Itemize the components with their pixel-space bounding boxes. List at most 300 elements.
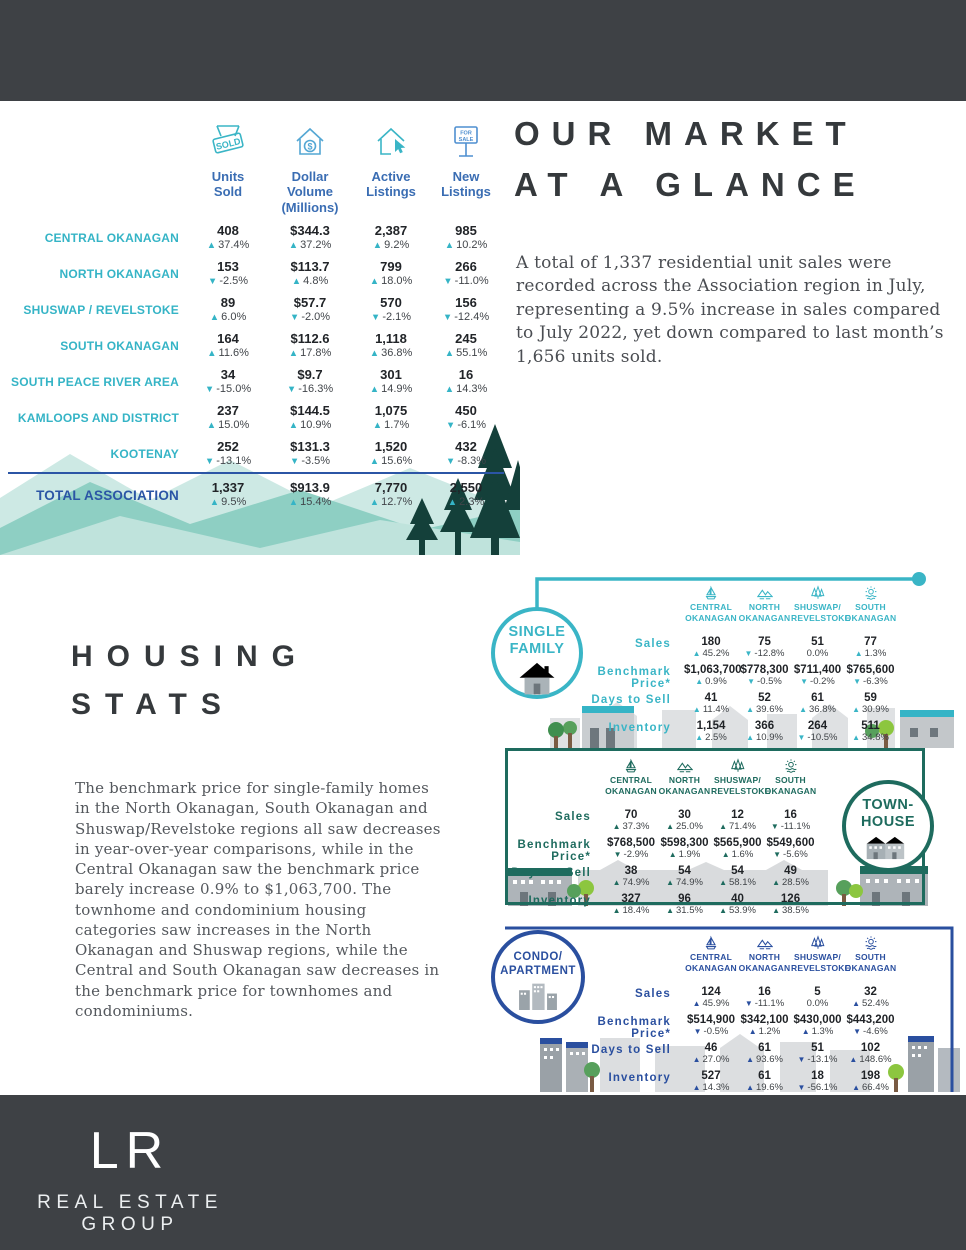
up-arrow-icon: ▲	[209, 497, 220, 508]
stat-value: 2,550	[449, 480, 483, 495]
stat-change: ▲ 37.2%	[288, 239, 332, 251]
up-arrow-icon: ▲	[447, 497, 458, 508]
down-arrow-icon: ▼	[853, 1027, 862, 1036]
housing-stat-cell	[844, 635, 897, 663]
stat-change: ▲ 9.5%	[209, 496, 247, 508]
stat-change: ▼ -3.5%	[289, 455, 331, 467]
housing-stat-cell	[684, 691, 738, 719]
stat-change: ▼ -2.0%	[289, 311, 331, 323]
badge-label: FAMILY	[509, 641, 565, 658]
down-arrow-icon: ▼	[289, 312, 300, 323]
up-arrow-icon: ▲	[612, 878, 621, 887]
stat-change: ▲ 17.8%	[288, 347, 332, 359]
market-column-header: Active Listings	[366, 169, 416, 200]
up-arrow-icon: ▲	[666, 822, 674, 831]
stat-change: ▲ 25.0%	[666, 821, 703, 832]
housing-row-label: Benchmark Price*	[597, 666, 671, 690]
stat-value: 49	[784, 865, 797, 877]
housing-stat-cell	[684, 1069, 738, 1097]
pine-trees-icon	[791, 585, 844, 602]
down-arrow-icon: ▼	[442, 312, 453, 323]
stat-value: $765,600	[846, 664, 895, 676]
stat-value: $113.7	[290, 259, 330, 274]
stat-value: 32	[864, 986, 877, 998]
stat-change: ▼ -16.3%	[286, 383, 334, 395]
down-arrow-icon: ▼	[744, 649, 753, 658]
stat-value: 89	[220, 295, 236, 310]
stat-change: ▲ 1.3%	[801, 1026, 834, 1037]
stat-value: 570	[380, 295, 402, 310]
stat-value: 527	[701, 1070, 721, 1082]
stat-change: ▼ -13.1%	[797, 1054, 838, 1065]
badge-condo-apartment	[491, 930, 585, 1024]
up-arrow-icon: ▲	[288, 420, 299, 431]
badge-single-family	[491, 607, 583, 699]
footer	[0, 1095, 966, 1250]
stat-value: $144.5	[290, 403, 330, 418]
market-region-label: SHUSWAP / REVELSTOKE	[23, 303, 179, 317]
stat-value: 164	[217, 331, 239, 346]
region-column-header: SOUTH OKANAGAN	[844, 935, 897, 985]
housing-stat-cell	[604, 808, 658, 836]
stat-change: ▲ 2.3%	[447, 496, 485, 508]
up-arrow-icon: ▲	[719, 822, 727, 831]
market-stat-cell	[266, 436, 354, 472]
up-arrow-icon: ▲	[772, 878, 780, 887]
brand-block	[18, 1123, 242, 1236]
spacer	[578, 585, 684, 635]
stat-change: ▼ -6.3%	[853, 676, 888, 687]
stat-change: ▲ 28.5%	[772, 877, 809, 888]
region-column-header: CENTRAL OKANAGAN	[604, 758, 658, 808]
housing-stat-cell	[844, 719, 897, 747]
housing-stat-cell	[604, 892, 658, 920]
stat-change: ▲ 148.6%	[849, 1054, 892, 1065]
region-column-header: NORTH OKANAGAN	[658, 758, 711, 808]
market-stat-cell	[266, 220, 354, 256]
svg-text:$: $	[307, 141, 313, 152]
market-stat-cell	[190, 220, 266, 256]
stat-value: $913.9	[290, 480, 330, 495]
housing-stat-cell	[791, 985, 844, 1013]
up-arrow-icon: ▲	[692, 999, 701, 1008]
up-arrow-icon: ▲	[695, 677, 704, 686]
up-arrow-icon: ▲	[369, 384, 380, 395]
stat-change: ▲ 58.1%	[719, 877, 756, 888]
stat-change: ▲ 14.3%	[444, 383, 488, 395]
stat-value: 12	[731, 809, 744, 821]
up-arrow-icon: ▲	[719, 878, 727, 887]
sun-lake-icon	[844, 585, 897, 602]
housing-stat-cell	[764, 836, 817, 864]
stat-value: 41	[704, 692, 718, 704]
stat-value: $443,200	[846, 1014, 895, 1026]
up-arrow-icon: ▲	[369, 456, 380, 467]
down-arrow-icon: ▼	[443, 276, 453, 287]
stat-change: ▲ 36.8%	[369, 347, 413, 359]
up-arrow-icon: ▲	[206, 240, 217, 251]
footer-subtitle: REAL ESTATE GROUP	[37, 1192, 223, 1236]
up-arrow-icon: ▲	[746, 1083, 754, 1092]
stat-value: 408	[217, 223, 239, 238]
region-column-header: NORTH OKANAGAN	[738, 585, 791, 635]
stat-change: ▲ 38.5%	[772, 905, 809, 916]
up-arrow-icon: ▲	[444, 348, 455, 359]
stat-change: 0.0%	[806, 648, 829, 659]
spacer	[8, 112, 190, 162]
housing-row-label: Benchmark Price*	[517, 839, 591, 863]
stat-value: 266	[455, 259, 477, 274]
housing-stat-cell	[738, 691, 791, 719]
down-arrow-icon: ▼	[747, 677, 756, 686]
up-arrow-icon: ▲	[849, 1055, 858, 1064]
market-title-line: AT A GLANCE	[514, 166, 867, 204]
stat-value: 124	[701, 986, 721, 998]
house-icon	[516, 662, 558, 695]
svg-text:FOR: FOR	[460, 130, 472, 137]
stat-change: ▲ 18.4%	[612, 905, 650, 916]
down-arrow-icon: ▼	[204, 384, 215, 395]
up-arrow-icon: ▲	[206, 420, 217, 431]
up-arrow-icon: ▲	[369, 276, 380, 287]
sailboat-icon	[684, 585, 738, 602]
up-arrow-icon: ▲	[801, 1027, 810, 1036]
stat-value: 432	[455, 439, 477, 454]
market-column-header: New Listings	[441, 169, 491, 200]
market-stat-cell	[354, 220, 428, 256]
stat-change: ▲ 15.6%	[369, 455, 413, 467]
stat-value: 1,520	[374, 439, 408, 454]
housing-row-label: Sales	[634, 638, 671, 650]
stat-change: ▲ 4.8%	[291, 275, 329, 287]
stat-value: $549,600	[766, 837, 815, 849]
housing-stat-cell	[658, 836, 711, 864]
housing-title-line: STATS	[71, 688, 235, 721]
stat-change: ▲ 14.9%	[369, 383, 413, 395]
spacer	[498, 758, 604, 808]
up-arrow-icon: ▲	[854, 649, 863, 658]
up-arrow-icon: ▲	[372, 420, 383, 431]
market-title-line: OUR MARKET	[514, 115, 858, 152]
housing-stat-cell	[711, 864, 764, 892]
housing-stat-cell	[791, 663, 844, 691]
up-arrow-icon: ▲	[852, 999, 860, 1008]
down-arrow-icon: ▼	[770, 822, 779, 831]
market-region-label: SOUTH OKANAGAN	[60, 339, 179, 353]
stat-change: ▲ 18.0%	[369, 275, 413, 287]
sailboat-icon	[604, 758, 658, 775]
stat-value: $514,900	[687, 1014, 735, 1026]
stat-change: ▲ 74.9%	[612, 877, 650, 888]
housing-stat-cell	[738, 663, 791, 691]
housing-stat-cell	[738, 985, 791, 1013]
region-column-header: SOUTH OKANAGAN	[764, 758, 817, 808]
housing-row-label: Days to Sell	[591, 694, 671, 706]
market-region-label: NORTH OKANAGAN	[59, 267, 179, 281]
stat-value: $342,100	[740, 1014, 789, 1026]
up-arrow-icon: ▲	[288, 348, 299, 359]
housing-paragraph: The benchmark price for single-family homes in the North Okanagan, South Okanagan and Shuswap/Revelstoke regions all saw decreases in year-over-year comparisons, while in the Central Okanagan saw the benchmark price barely increase 0.9% to $1,063,700. The townhome and condominium housing categories saw increases in the North Okanagan and Shuswap regions, while the Central and South Okanagan saw decreases in the benchmark price for townhomes and condominiums.	[75, 779, 441, 1020]
down-arrow-icon: ▼	[773, 850, 782, 859]
spacer	[8, 162, 190, 220]
stat-value: $598,300	[660, 837, 709, 849]
market-stat-cell	[354, 364, 428, 400]
stat-value: 16	[784, 809, 797, 821]
market-stat-cell	[354, 472, 428, 516]
market-stat-cell	[354, 436, 428, 472]
down-arrow-icon: ▼	[797, 1055, 806, 1064]
housing-stat-cell	[711, 836, 764, 864]
stat-change: ▲ 52.4%	[852, 998, 889, 1009]
stat-value: 54	[731, 865, 744, 877]
mountain-icon	[738, 585, 791, 602]
market-stat-cell	[190, 364, 266, 400]
stat-change: ▼ -12.8%	[744, 648, 785, 659]
down-arrow-icon: ▼	[797, 733, 806, 742]
region-column-header: SOUTH OKANAGAN	[844, 585, 897, 635]
down-arrow-icon: ▼	[445, 456, 456, 467]
housing-stat-cell	[684, 985, 738, 1013]
stat-change: ▼ -12.4%	[442, 311, 490, 323]
region-column-header: SHUSWAP/ REVELSTOKE	[791, 935, 844, 985]
market-stat-cell	[428, 220, 504, 256]
up-arrow-icon: ▲	[291, 276, 302, 287]
stat-value: 52	[758, 692, 771, 704]
stat-change: ▼ -8.3%	[445, 455, 487, 467]
up-arrow-icon: ▲	[444, 384, 455, 395]
stat-change: ▼ -11.1%	[744, 998, 785, 1009]
housing-stat-cell	[711, 892, 764, 920]
stat-value: $57.7	[293, 295, 327, 310]
stat-change: ▲ 10.2%	[444, 239, 488, 251]
market-stat-cell	[190, 472, 266, 516]
buildings-icon	[517, 982, 559, 1010]
footer-logo: LR	[89, 1122, 171, 1180]
down-arrow-icon: ▼	[800, 677, 809, 686]
badge-label: CONDO/	[513, 951, 563, 963]
stat-change: ▲ 66.4%	[852, 1082, 889, 1093]
housing-stat-cell	[764, 892, 817, 920]
stat-change: ▲ 55.1%	[444, 347, 488, 359]
market-stat-cell	[428, 292, 504, 328]
down-arrow-icon: ▼	[744, 999, 753, 1008]
stat-change: ▲ 93.6%	[746, 1054, 783, 1065]
housing-stat-cell	[791, 1041, 844, 1069]
market-stat-cell	[428, 436, 504, 472]
stat-value: 77	[864, 636, 877, 648]
stat-value: 30	[678, 809, 691, 821]
stat-change: ▲ 45.9%	[692, 998, 730, 1009]
stat-change: ▲ 71.4%	[719, 821, 756, 832]
housing-stat-cell	[684, 719, 738, 747]
stat-change: 0.0%	[806, 998, 829, 1009]
up-arrow-icon: ▲	[692, 1055, 701, 1064]
housing-stat-cell	[711, 808, 764, 836]
mountain-icon	[738, 935, 791, 952]
up-arrow-icon: ▲	[746, 1055, 754, 1064]
market-region-label: TOTAL ASSOCIATION	[8, 472, 190, 516]
svg-text:SALE: SALE	[458, 137, 474, 143]
market-region-label: CENTRAL OKANAGAN	[44, 231, 179, 245]
housing-row-label: Sales	[554, 811, 591, 823]
stat-value: 16	[758, 986, 771, 998]
up-arrow-icon: ▲	[372, 240, 383, 251]
market-title	[514, 108, 867, 210]
housing-stat-cell	[844, 1069, 897, 1097]
single-family-table	[578, 585, 897, 747]
stat-change: ▲ 53.9%	[719, 905, 756, 916]
market-stat-cell	[266, 364, 354, 400]
badge-label: HOUSE	[860, 814, 916, 831]
housing-stat-cell	[844, 1013, 897, 1041]
housing-row-label: Inventory	[528, 895, 591, 907]
down-arrow-icon: ▼	[207, 276, 218, 287]
stat-value: 156	[455, 295, 477, 310]
stat-change: ▼ -2.9%	[613, 849, 649, 860]
down-arrow-icon: ▼	[853, 677, 862, 686]
stat-value: 70	[624, 809, 638, 821]
up-arrow-icon: ▲	[612, 822, 621, 831]
up-arrow-icon: ▲	[719, 906, 727, 915]
stat-change: ▼ -11.1%	[770, 821, 811, 832]
housing-stat-cell	[844, 1041, 897, 1069]
region-column-header: NORTH OKANAGAN	[738, 935, 791, 985]
up-arrow-icon: ▲	[746, 705, 754, 714]
housing-stat-cell	[738, 1069, 791, 1097]
up-arrow-icon: ▲	[695, 733, 704, 742]
stat-value: $344.3	[290, 223, 330, 238]
stat-change: ▲ 10.9%	[288, 419, 332, 431]
stat-value: 51	[811, 636, 824, 648]
market-stat-cell	[190, 400, 266, 436]
stat-value: 366	[754, 720, 775, 732]
market-stat-cell	[428, 472, 504, 516]
housing-stat-cell	[604, 836, 658, 864]
badge-label: APARTMENT	[500, 964, 576, 977]
housing-stat-cell	[844, 985, 897, 1013]
stat-change: ▲ 34.8%	[852, 732, 889, 743]
stat-change: ▲ 1.6%	[721, 849, 754, 860]
housing-stat-cell	[604, 864, 658, 892]
market-stat-cell	[190, 436, 266, 472]
housing-stat-cell	[684, 663, 742, 691]
stat-value: 126	[780, 893, 801, 905]
stat-value: $778,300	[740, 664, 789, 676]
housing-row-label: Benchmark Price*	[597, 1016, 671, 1040]
stat-value: 237	[217, 403, 239, 418]
market-region-label: KOOTENAY	[110, 447, 179, 461]
housing-stat-cell	[738, 1041, 791, 1069]
up-arrow-icon: ▲	[748, 1027, 757, 1036]
housing-stat-cell	[738, 719, 791, 747]
stat-value: $768,500	[607, 837, 655, 849]
stat-change: ▲ 1.3%	[854, 648, 887, 659]
stat-value: 2,387	[374, 223, 408, 238]
stat-change: ▼ -2.5%	[207, 275, 249, 287]
stat-value: 5	[814, 986, 821, 998]
stat-change: ▲ 6.0%	[209, 311, 247, 323]
stat-value: 7,770	[374, 480, 408, 495]
stat-value: 799	[380, 259, 402, 274]
spacer	[578, 935, 684, 985]
market-stat-cell	[428, 328, 504, 364]
up-arrow-icon: ▲	[721, 850, 730, 859]
stat-change: ▲ 15.4%	[288, 496, 332, 508]
stat-change: ▼ -0.5%	[747, 676, 782, 687]
housing-stat-cell	[791, 1069, 844, 1097]
stat-value: 301	[380, 367, 402, 382]
sold-sign-icon	[190, 112, 266, 162]
stat-value: 327	[621, 893, 641, 905]
stat-value: 40	[731, 893, 744, 905]
stat-change: ▲ 27.0%	[692, 1054, 730, 1065]
stat-change: ▲ 9.2%	[372, 239, 410, 251]
stat-change: ▲ 19.6%	[746, 1082, 783, 1093]
stat-value: 59	[864, 692, 877, 704]
townhouse-icon	[865, 835, 911, 861]
region-column-header: CENTRAL OKANAGAN	[684, 935, 738, 985]
stat-change: ▲ 39.6%	[746, 704, 783, 715]
up-arrow-icon: ▲	[692, 1083, 701, 1092]
stat-change: ▼ -0.2%	[800, 676, 835, 687]
for-sale-sign-icon	[428, 112, 504, 162]
stat-change: ▲ 2.5%	[695, 732, 727, 743]
market-stat-cell	[354, 328, 428, 364]
stat-change: ▲ 0.9%	[695, 676, 727, 687]
stat-value: 985	[455, 223, 477, 238]
region-column-header: SHUSWAP/ REVELSTOKE	[711, 758, 764, 808]
market-stat-cell	[266, 292, 354, 328]
up-arrow-icon: ▲	[288, 497, 299, 508]
stat-value: $112.6	[290, 331, 330, 346]
badge-label: SINGLE	[508, 624, 566, 640]
pine-trees-icon	[791, 935, 844, 952]
stat-value: 34	[220, 367, 236, 382]
stat-change: ▲ 12.7%	[369, 496, 413, 508]
stat-change: ▲ 45.2%	[692, 648, 730, 659]
down-arrow-icon: ▼	[370, 312, 381, 323]
up-arrow-icon: ▲	[692, 649, 701, 658]
housing-row-label: Days to Sell	[511, 867, 591, 879]
top-banner	[0, 0, 966, 101]
stat-change: ▼ -6.1%	[445, 419, 487, 431]
stat-value: $131.3	[290, 439, 330, 454]
stat-value: 511	[861, 720, 880, 732]
stat-change: ▼ -10.5%	[797, 732, 838, 743]
sun-lake-icon	[764, 758, 817, 775]
market-stat-cell	[266, 328, 354, 364]
up-arrow-icon: ▲	[692, 705, 701, 714]
sun-lake-icon	[844, 935, 897, 952]
stat-value: 16	[458, 367, 474, 382]
stat-value: 264	[807, 720, 828, 732]
stat-change: ▼ -4.6%	[853, 1026, 888, 1037]
stat-value: 61	[758, 1070, 771, 1082]
market-stat-cell	[266, 400, 354, 436]
up-arrow-icon: ▲	[668, 850, 677, 859]
down-arrow-icon: ▼	[289, 456, 300, 467]
stat-value: $1,063,700	[684, 664, 742, 676]
housing-stat-cell	[844, 663, 897, 691]
stat-value: 51	[811, 1042, 824, 1054]
sailboat-icon	[684, 935, 738, 952]
down-arrow-icon: ▼	[204, 456, 215, 467]
stat-change: ▲ 11.4%	[692, 704, 730, 715]
market-stat-cell	[266, 472, 354, 516]
pine-trees-icon	[711, 758, 764, 775]
market-stat-cell	[190, 256, 266, 292]
housing-stats-panel	[490, 565, 966, 1095]
